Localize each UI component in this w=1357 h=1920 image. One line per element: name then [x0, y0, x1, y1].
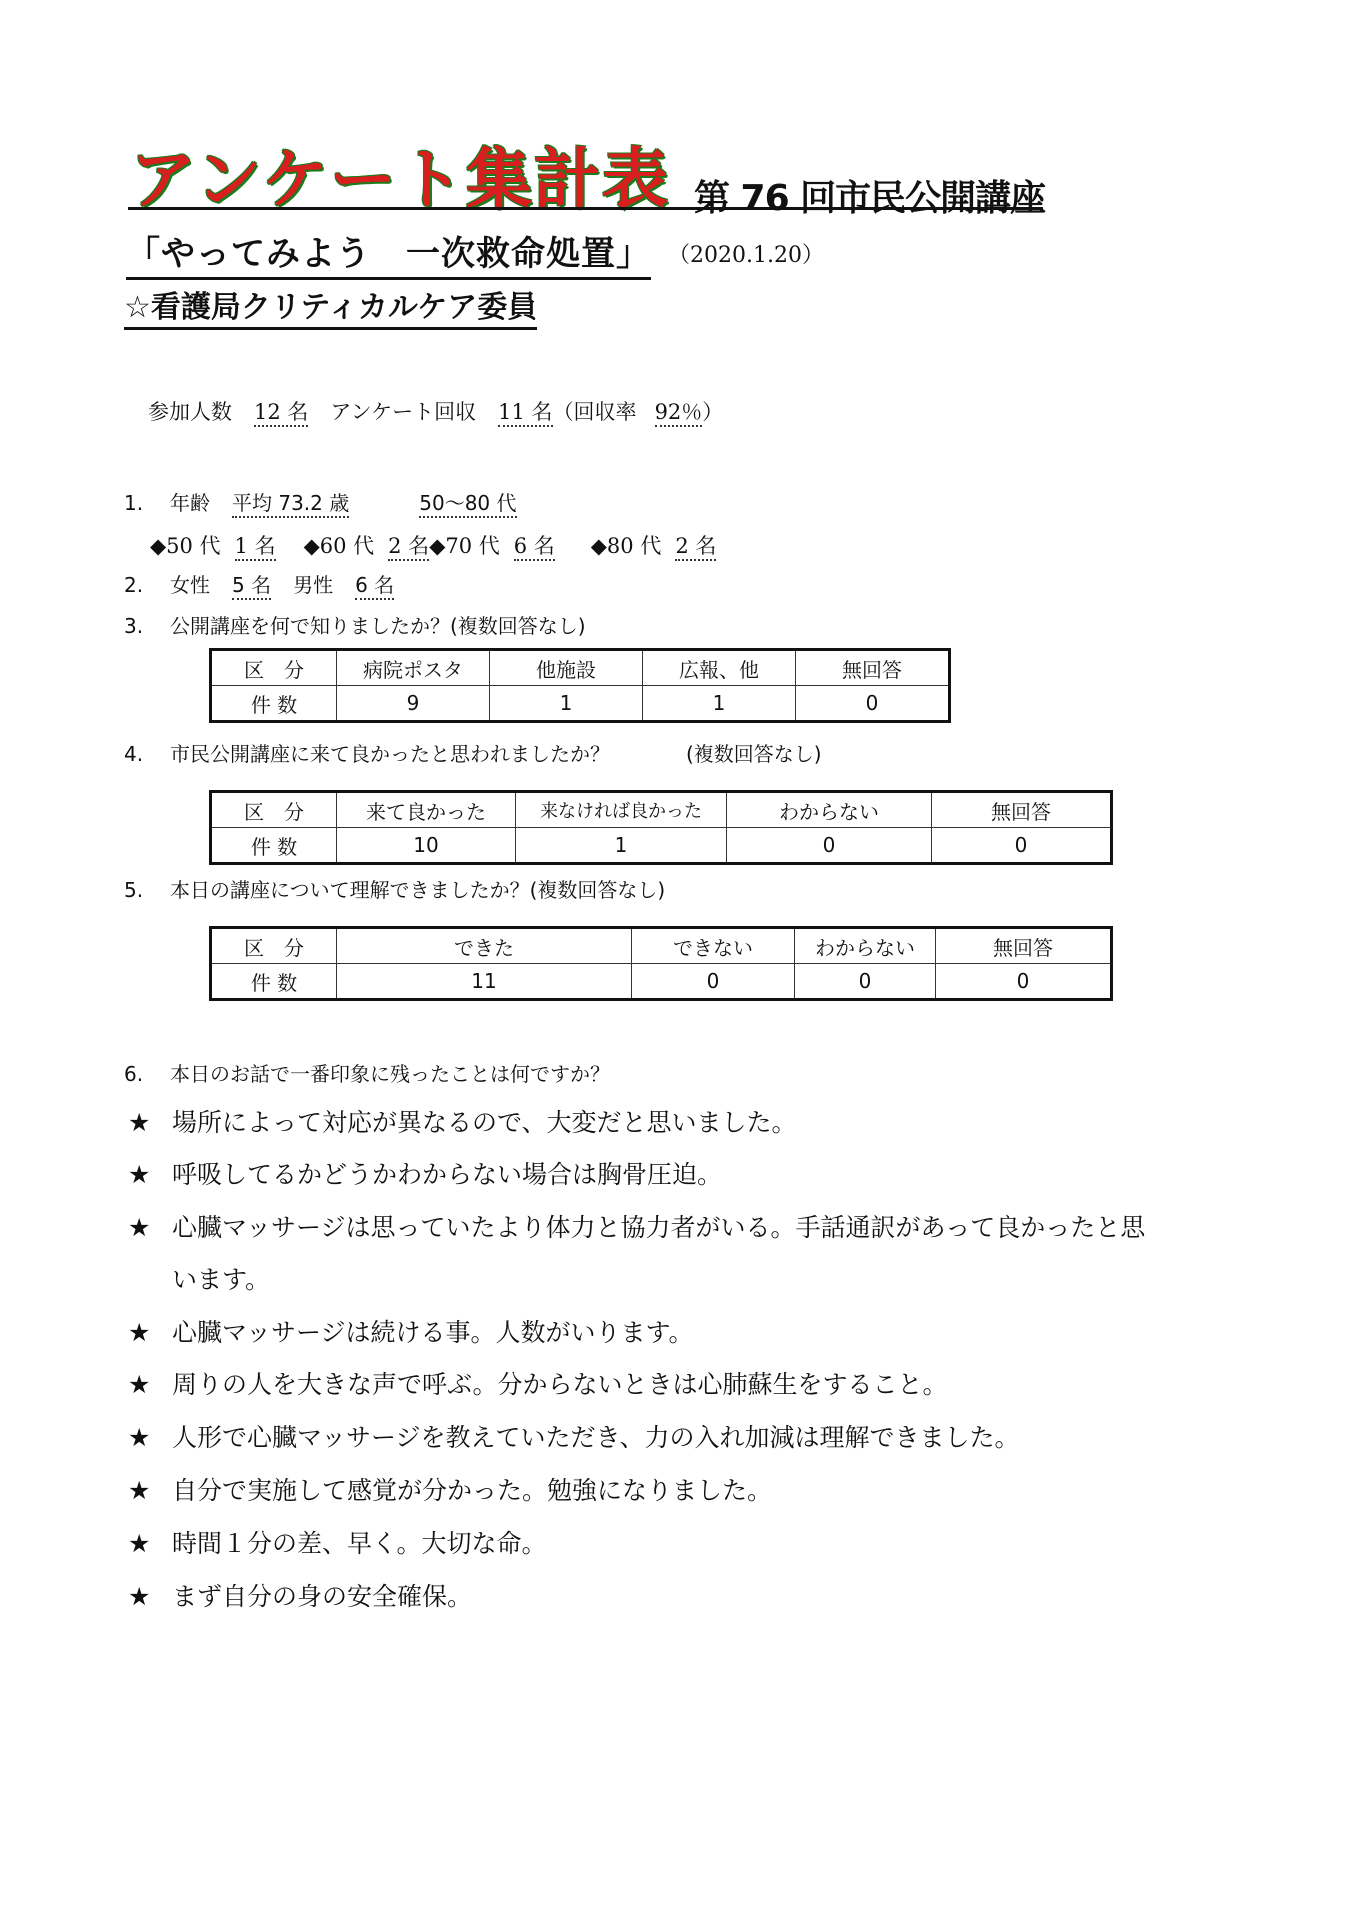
- comment-text: まず自分の身の安全確保。: [172, 1582, 473, 1611]
- comment-continuation: います。: [172, 1265, 271, 1294]
- star-icon: ★: [128, 1213, 151, 1242]
- row-header-cell: 区 分: [211, 928, 337, 964]
- table-header-cell: できない: [632, 928, 795, 964]
- table-header-row: [211, 650, 950, 686]
- question-text: 市民公開講座に来て良かったと思われましたか？: [170, 742, 610, 766]
- age-average: 平均 73.2 歳: [232, 491, 349, 518]
- list-item: [128, 1362, 948, 1408]
- participants-label: 参加人数: [148, 400, 232, 424]
- table-header-cell: 広報、他: [643, 650, 796, 686]
- count-header-cell: 件 数: [211, 686, 337, 722]
- question-number: 4.: [124, 742, 144, 766]
- list-item: [128, 1310, 694, 1356]
- question-note: (複数回答なし): [686, 742, 822, 766]
- participants-value: 12 名: [254, 400, 308, 427]
- rate-value: 92％: [655, 400, 703, 427]
- list-item: [128, 1100, 797, 1146]
- question-text: 公開講座を何で知りましたか？(複数回答なし): [170, 614, 586, 638]
- question-text: 本日のお話で一番印象に残ったことは何ですか？: [170, 1062, 610, 1086]
- comment-text: 場所によって対応が異なるので、大変だと思いました。: [172, 1108, 797, 1137]
- collected-label: アンケート回収: [330, 400, 477, 424]
- age-80-label: ◆80 代: [590, 534, 662, 558]
- female-label: 女性: [170, 573, 210, 597]
- q5-table: [209, 926, 1113, 1001]
- table-cell: 0: [936, 964, 1112, 1000]
- age-80-value: 2 名: [675, 534, 716, 561]
- table-header-cell: わからない: [795, 928, 936, 964]
- q4-table: [209, 790, 1113, 865]
- comment-text: 心臓マッサージは思っていたより体力と協力者がいる。手話通訳があって良かったと思: [172, 1213, 1146, 1242]
- age-60-label: ◆60 代: [303, 534, 375, 558]
- table-cell: 0: [795, 964, 936, 1000]
- comment-text: 周りの人を大きな声で呼ぶ。分からないときは心肺蘇生をすること。: [172, 1370, 948, 1399]
- table-cell: 0: [632, 964, 795, 1000]
- survey-title: アンケート集計表: [130, 141, 671, 218]
- table-cell: 1: [490, 686, 643, 722]
- table-header-cell: 来なければ良かった: [516, 792, 727, 828]
- star-icon: ★: [128, 1318, 151, 1347]
- table-cell: 1: [516, 828, 727, 864]
- star-icon: ★: [128, 1160, 151, 1189]
- comment-text: 時間１分の差、早く。大切な命。: [172, 1529, 547, 1558]
- table-header-cell: 来て良かった: [337, 792, 516, 828]
- star-icon: ★: [128, 1370, 151, 1399]
- table-header-row: [211, 928, 1112, 964]
- table-header-cell: 病院ポスタ: [337, 650, 490, 686]
- count-header-cell: 件 数: [211, 964, 337, 1000]
- row-header-cell: 区 分: [211, 792, 337, 828]
- table-header-cell: 無回答: [936, 928, 1112, 964]
- star-icon: ★: [128, 1423, 151, 1452]
- comment-text: 呼吸してるかどうかわからない場合は胸骨圧迫。: [172, 1160, 723, 1189]
- age-range: 50～80 代: [419, 491, 516, 518]
- question-number: 3.: [124, 614, 144, 638]
- table-row: [211, 686, 950, 722]
- question-number: 6.: [124, 1062, 144, 1086]
- question-3: [124, 612, 586, 640]
- male-value: 6 名: [355, 573, 394, 600]
- question-5: [124, 876, 665, 904]
- age-50-value: 1 名: [235, 534, 276, 561]
- table-header-cell: 無回答: [796, 650, 950, 686]
- collected-value: 11 名: [498, 400, 552, 427]
- table-row: [211, 964, 1112, 1000]
- question-1: [124, 489, 517, 517]
- question-6: [124, 1060, 610, 1088]
- list-item: [128, 1205, 1145, 1251]
- table-cell: 0: [727, 828, 932, 864]
- comment-text: 人形で心臓マッサージを教えていただき、力の入れ加減は理解できました。: [172, 1423, 1020, 1452]
- age-70-value: 6 名: [514, 534, 555, 561]
- male-label: 男性: [293, 573, 334, 597]
- table-cell: 0: [796, 686, 950, 722]
- list-item: [128, 1415, 1020, 1461]
- table-cell: 11: [337, 964, 632, 1000]
- row-header-cell: 区 分: [211, 650, 337, 686]
- list-item: [128, 1468, 772, 1514]
- question-number: 5.: [124, 878, 144, 902]
- lecture-number-title: 第 76 回市民公開講座: [694, 178, 1046, 219]
- title-underline: [128, 207, 1043, 210]
- question-4: [124, 740, 822, 768]
- table-cell: 9: [337, 686, 490, 722]
- rate-close: ）: [702, 400, 724, 424]
- rate-label: （回収率: [552, 400, 637, 424]
- lecture-date: （2020.1.20）: [668, 243, 824, 268]
- star-icon: ★: [128, 1476, 151, 1505]
- table-header-row: [211, 792, 1112, 828]
- table-header-cell: できた: [337, 928, 632, 964]
- comment-text: 心臓マッサージは続ける事。人数がいります。: [172, 1318, 694, 1347]
- table-header-cell: 他施設: [490, 650, 643, 686]
- list-item: [128, 1574, 472, 1620]
- table-header-cell: 無回答: [932, 792, 1112, 828]
- star-icon: ★: [128, 1582, 151, 1611]
- q3-table: [209, 648, 951, 723]
- age-60-value: 2 名: [388, 534, 429, 561]
- age-label: 年齢: [170, 491, 210, 515]
- table-row: [211, 828, 1112, 864]
- table-header-cell: わからない: [727, 792, 932, 828]
- star-icon: ★: [128, 1108, 151, 1137]
- table-cell: 1: [643, 686, 796, 722]
- age-50-label: ◆50 代: [150, 534, 221, 558]
- count-header-cell: 件 数: [211, 828, 337, 864]
- age-breakdown: [150, 530, 716, 560]
- question-number: 1.: [124, 491, 144, 515]
- committee-name: ☆看護局クリティカルケア委員: [124, 282, 537, 330]
- age-70-label: ◆70 代: [429, 534, 500, 558]
- question-2: [124, 571, 394, 599]
- list-item: [128, 1152, 722, 1198]
- lecture-subtitle: 「やってみよう 一次救命処置」: [126, 226, 651, 280]
- table-cell: 10: [337, 828, 516, 864]
- comment-text: 自分で実施して感覚が分かった。勉強になりました。: [172, 1476, 773, 1505]
- table-cell: 0: [932, 828, 1112, 864]
- attendance-line: [148, 396, 723, 426]
- question-text: 本日の講座について理解できましたか？(複数回答なし): [170, 878, 666, 902]
- list-item: [128, 1521, 547, 1567]
- star-icon: ★: [128, 1529, 151, 1558]
- question-number: 2.: [124, 573, 144, 597]
- female-value: 5 名: [232, 573, 271, 600]
